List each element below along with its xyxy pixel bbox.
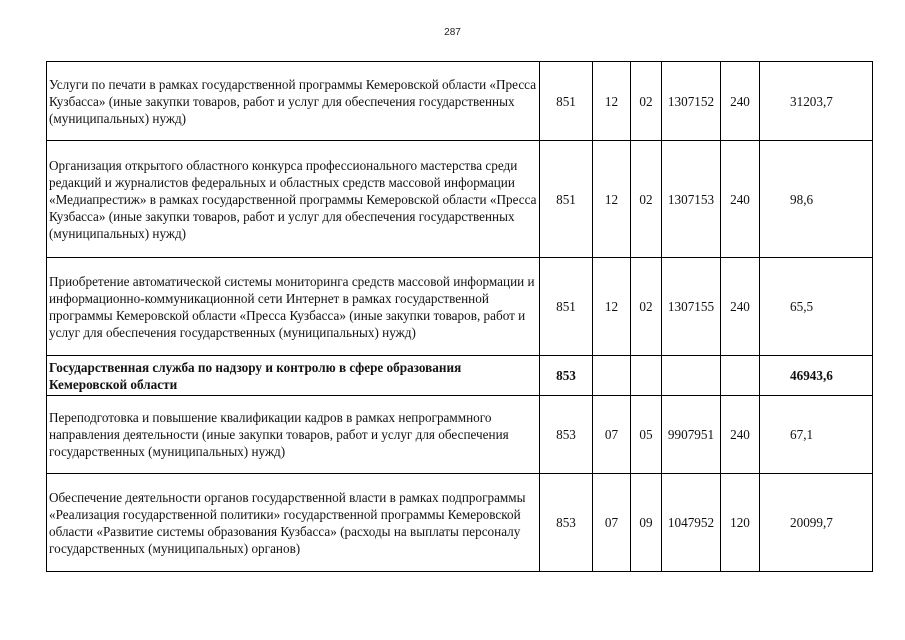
subsection-code: 02 [631, 141, 662, 258]
amount: 31203,7 [760, 62, 873, 141]
ministry-code: 853 [540, 396, 593, 474]
table-row [47, 474, 873, 572]
subsection-code: 02 [631, 258, 662, 356]
section-code: 12 [593, 141, 631, 258]
amount: 65,5 [760, 258, 873, 356]
expense-type-code [721, 356, 760, 396]
amount: 46943,6 [760, 356, 873, 396]
row-description: Обеспечение деятельности органов государственной власти в рамках подпрограммы «Реализация государственной политики» государственной программы Кемеровской области «Развитие системы образования Кузбасса» (расходы на выплаты персоналу государственных (муниципальных) органов) [47, 474, 540, 572]
expense-type-code: 240 [721, 62, 760, 141]
target-code: 1307153 [662, 141, 721, 258]
section-code: 12 [593, 62, 631, 141]
page-number: 287 [444, 27, 461, 38]
amount: 20099,7 [760, 474, 873, 572]
table-row [47, 141, 873, 258]
table-row [47, 396, 873, 474]
target-code: 1047952 [662, 474, 721, 572]
expense-type-code: 240 [721, 141, 760, 258]
table-row [47, 62, 873, 141]
row-description: Государственная служба по надзору и контролю в сфере образования Кемеровской области [47, 356, 540, 396]
target-code: 9907951 [662, 396, 721, 474]
ministry-code: 851 [540, 62, 593, 141]
subsection-code: 02 [631, 62, 662, 141]
ministry-code: 853 [540, 474, 593, 572]
row-description: Переподготовка и повышение квалификации кадров в рамках непрограммного направления деятельности (иные закупки товаров, работ и услуг для обеспечения государственных (муниципальных) нужд) [47, 396, 540, 474]
section-code: 12 [593, 258, 631, 356]
target-code [662, 356, 721, 396]
section-code [593, 356, 631, 396]
amount: 67,1 [760, 396, 873, 474]
row-description: Организация открытого областного конкурса профессионального мастерства среди редакций и журналистов федеральных и областных средств массовой информации «Медиапрестиж» в рамках государственной программы Кемеровской области «Пресса Кузбасса» (иные закупки товаров, работ и услуг для обеспечения государственных (муниципальных) нужд) [47, 141, 540, 258]
ministry-code: 853 [540, 356, 593, 396]
target-code: 1307152 [662, 62, 721, 141]
subsection-code [631, 356, 662, 396]
row-description: Приобретение автоматической системы мониторинга средств массовой информации и информационно-коммуникационной сети Интернет в рамках государственной программы Кемеровской области «Пресса Кузбасса» (иные закупки товаров, работ и услуг для обеспечения государственных (муниципальных) нужд) [47, 258, 540, 356]
amount: 98,6 [760, 141, 873, 258]
budget-table [46, 61, 873, 572]
row-description: Услуги по печати в рамках государственной программы Кемеровской области «Пресса Кузбасса» (иные закупки товаров, работ и услуг для обеспечения государственных (муниципальных) нужд) [47, 62, 540, 141]
subsection-code: 05 [631, 396, 662, 474]
table-row [47, 258, 873, 356]
ministry-code: 851 [540, 258, 593, 356]
subsection-code: 09 [631, 474, 662, 572]
section-code: 07 [593, 396, 631, 474]
section-code: 07 [593, 474, 631, 572]
expense-type-code: 240 [721, 396, 760, 474]
expense-type-code: 120 [721, 474, 760, 572]
ministry-code: 851 [540, 141, 593, 258]
table-row-section-header [47, 356, 873, 396]
expense-type-code: 240 [721, 258, 760, 356]
target-code: 1307155 [662, 258, 721, 356]
